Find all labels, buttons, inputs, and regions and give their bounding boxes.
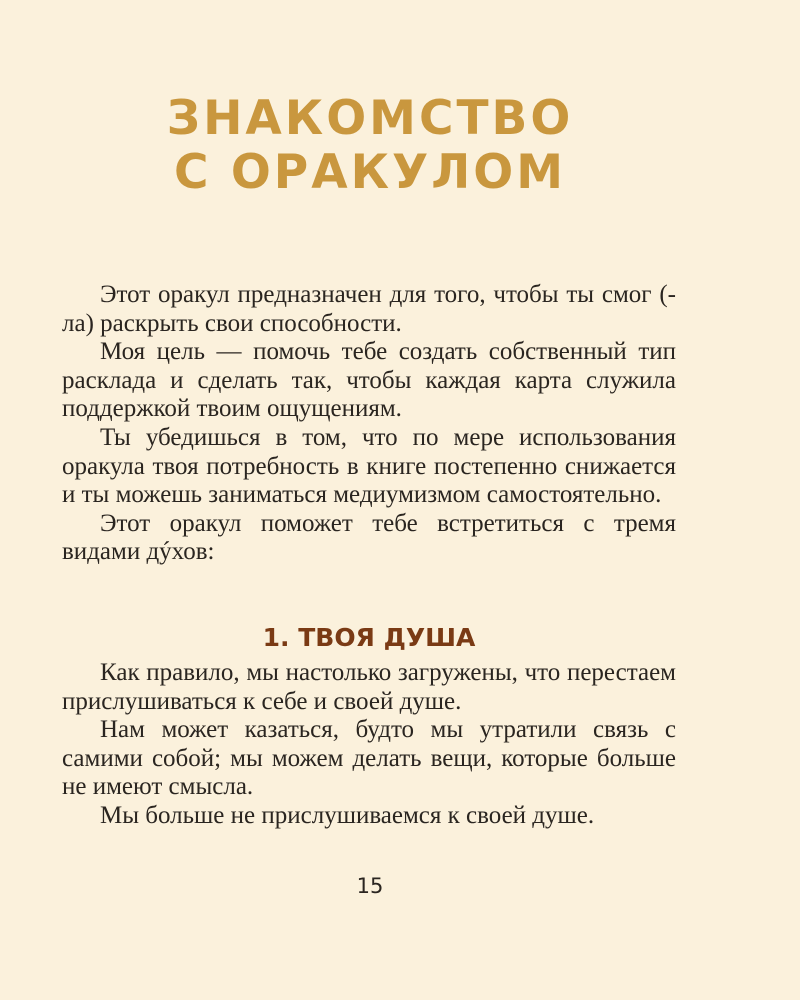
page-number: 15 bbox=[356, 874, 384, 898]
intro-text bbox=[62, 281, 676, 567]
section-text bbox=[62, 659, 676, 831]
section-heading: 1. ТВОЯ ДУША bbox=[262, 623, 476, 652]
paragraph: Этот оракул поможет тебе встретиться с тремя видами дýхов: bbox=[62, 509, 676, 566]
paragraph: Нам может казаться, будто мы утратили связь с самими собой; мы можем делать вещи, которые больше не имеют смысла. bbox=[62, 716, 676, 801]
chapter-title-line-1: ЗНАКОМСТВО bbox=[166, 91, 574, 146]
paragraph: Как правило, мы настолько загружены, что перестаем прислушиваться к себе и своей душе. bbox=[62, 659, 676, 715]
paragraph: Моя цель — помочь тебе создать собственный тип расклада и сделать так, чтобы каждая карта служила поддержкой твоим ощущениям. bbox=[62, 338, 676, 423]
paragraph: Мы больше не прислушиваемся к своей душе. bbox=[100, 801, 595, 829]
chapter-title bbox=[110, 92, 630, 200]
paragraph: Ты убедишься в том, что по мере использования оракула твоя потребность в книге постепенно снижается и ты можешь заниматься медиумизмом самостоятельно. bbox=[62, 423, 676, 509]
chapter-title-line-2: С ОРАКУЛОМ bbox=[173, 145, 567, 200]
paragraph: Этот оракул предназначен для того, чтобы ты смог (-ла) раскрыть свои способности. bbox=[62, 281, 676, 337]
